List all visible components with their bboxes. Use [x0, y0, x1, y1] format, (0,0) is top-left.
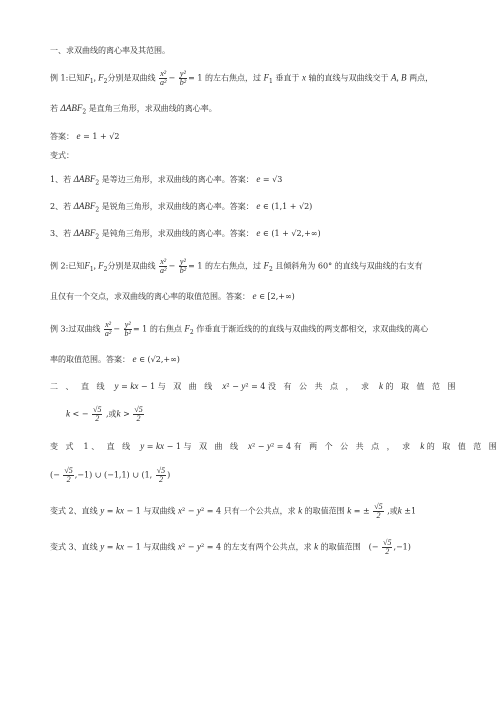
- variant-2-3: 变式 3、直线 y = kx − 1 与双曲线 x² − y² = 4 的左支有两个公共点，求 k 的取值范围 (− $\frac{√5}{2}$ ,−1): [50, 538, 411, 556]
- section-heading-2: 二、直线 y = kx − 1 与双曲线 x² − y² = 4 没有公共点，求 k 的取值范围: [50, 381, 464, 391]
- variant-2-1: 变式 1 、直线 y = kx − 1 与双曲线 x² − y² = 4 有两个公共点，求 k 的取值范围: [50, 441, 504, 451]
- variant-2-2: 变式 2、直线 y = kx − 1 与双曲线 x² − y² = 4 只有一个公共点，求 k 的取值范围 k = ± $\frac{√5}{2}$ ,或k ±1: [50, 502, 417, 520]
- example-3-line-2: 率的取值范围。答案： e ∈ (√2,+∞): [50, 354, 180, 364]
- example-3-line-1: 例 3:过双曲线 $\frac{\text{x²}}{\text{a²}}$ − $\frac{\text{y²}}{\text{b²}}$ = 1 的右焦点 $F_2$ 作垂直于渐近线的的直线与双曲线的两支都相交，求双曲线的离心: [50, 320, 429, 338]
- variant-1-3: 3、若 $\Delta ABF_2$ 是钝角三角形，求双曲线的离心率。答案： e ∈ (1 + √2,+∞): [50, 228, 321, 241]
- variant-label: 变式：: [50, 151, 74, 160]
- example-1-line-2: 若 $\Delta ABF_2$ 是直角三角形，求双曲线的离心率。: [50, 103, 217, 116]
- example-2-line-1: 例 2:已知$F_1$, $F_2$分别是双曲线 $\frac{\text{x²}}{\text{a²}}$ − $\frac{\text{y²}}{\text{b²}}$ = 1 的左右焦点，过 $F_2$ 且倾斜角为 60° 的直线与双曲线的右支有: [50, 257, 423, 275]
- answer-1: 答案： e = 1 + √2: [50, 131, 120, 141]
- variant-1-1: 1、若 $\Delta ABF_2$ 是等边三角形，求双曲线的离心率。答案： e = √3: [50, 174, 283, 187]
- variant-2-1-answer: (− $\frac{√5}{2}$ ,−1) ∪ (−1,1) ∪ (1, $\frac{√5}{2}$ ): [50, 466, 171, 484]
- section-heading-1: 一、求双曲线的离心率及其范围。: [50, 46, 170, 55]
- variant-1-2: 2、若 $\Delta ABF_2$ 是锐角三角形，求双曲线的离心率。答案： e ∈ (1,1 + √2): [50, 201, 313, 214]
- example-2-line-2: 且仅有一个交点，求双曲线的离心率的取值范围。答案： e ∈ [2,+∞): [50, 291, 295, 301]
- section-2-answer: k < − $\frac{√5}{2}$ ,或k > $\frac{√5}{2}$: [66, 405, 143, 423]
- example-1-line-1: 例 1:已知$F_1$, $F_2$分别是双曲线 $\frac{\text{x²}}{\text{a²}}$ − $\frac{\text{y²}}{\text{b²}}$ = 1 的左右焦点，过 $F_1$ 垂直于 x 轴的直线与双曲线交于 A, B 两点，: [50, 69, 434, 87]
